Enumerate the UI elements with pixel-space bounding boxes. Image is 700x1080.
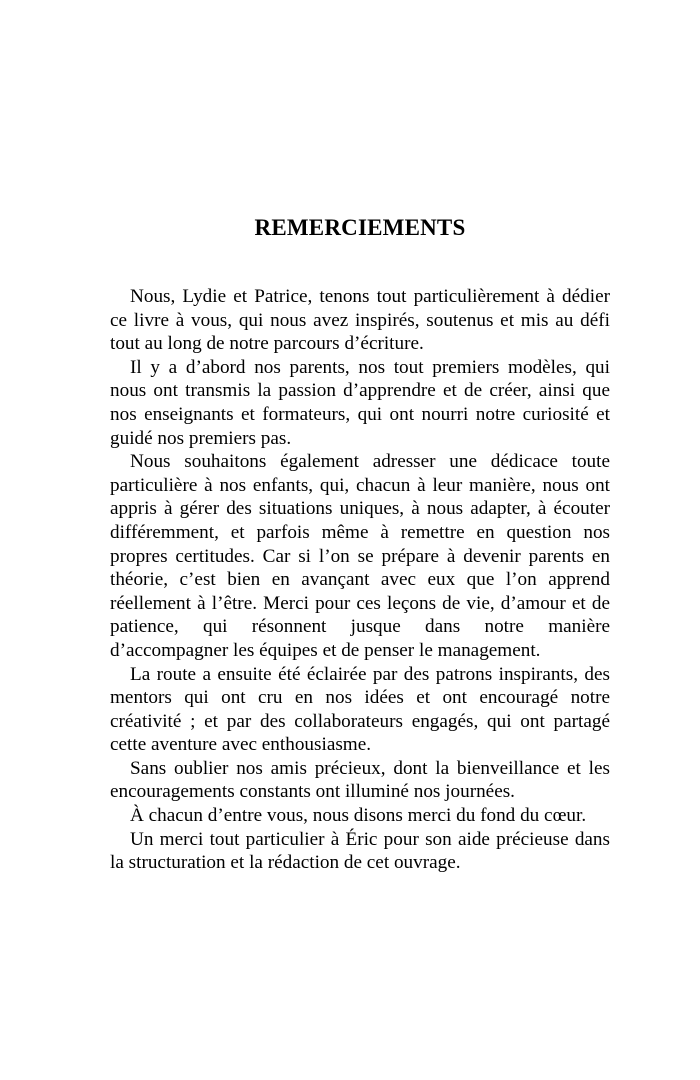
acknowledgements-body [110, 285, 610, 875]
paragraph-children: Nous souhaitons également adresser une dédicace toute particulière à nos enfants, qui, chacun à leur manière, nous ont appris à gérer des situations uniques, à nous adapter, à écouter différemment, et parfois même à remettre en question nos propres certitudes. Car si l’on se prépare à devenir parents en théorie, c’est bien en avançant avec eux que l’on apprend réellement à l’être. Merci pour ces leçons de vie, d’amour et de patience, qui résonnent jusque dans notre manière d’accompagner les équipes et de penser le management. [110, 451, 610, 661]
paragraph-parents: Il y a d’abord nos parents, nos tout premiers modèles, qui nous ont transmis la passion d’apprendre et de créer, ainsi que nos enseignants et formateurs, qui ont nourri notre curiosité et guidé nos premiers pas. [110, 356, 610, 449]
page-title: REMERCIEMENTS [254, 215, 466, 240]
paragraph-mentors: La route a ensuite été éclairée par des patrons inspirants, des mentors qui ont cru en nos idées et ont encouragé notre créativité ; et par des collaborateurs engagés, qui ont partagé cette aventure avec enthousiasme. [110, 663, 610, 756]
paragraph-thanks-all: À chacun d’entre vous, nous disons merci du fond du cœur. [130, 805, 587, 827]
paragraph-friends: Sans oublier nos amis précieux, dont la bienveillance et les encouragements constants ont illuminé nos journées. [110, 757, 610, 803]
paragraph-eric: Un merci tout particulier à Éric pour son aide précieuse dans la structuration et la rédaction de cet ouvrage. [110, 828, 610, 874]
paragraph-dedication: Nous, Lydie et Patrice, tenons tout particulièrement à dédier ce livre à vous, qui nous avez inspirés, soutenus et mis au défi tout au long de notre parcours d’écriture. [110, 286, 610, 355]
